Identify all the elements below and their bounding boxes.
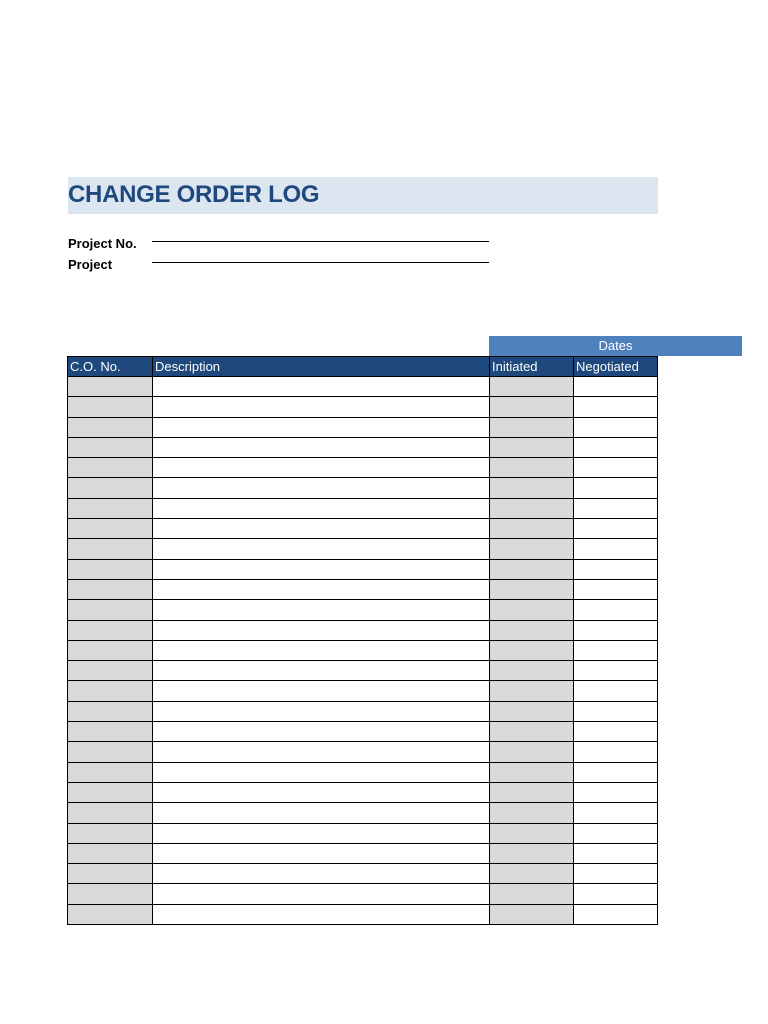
- negotiated-cell[interactable]: [574, 437, 658, 457]
- table-row: [68, 803, 658, 823]
- initiated-cell[interactable]: [490, 904, 574, 924]
- description-cell[interactable]: [153, 478, 490, 498]
- initiated-cell[interactable]: [490, 559, 574, 579]
- co-no-cell[interactable]: [68, 437, 153, 457]
- initiated-cell[interactable]: [490, 864, 574, 884]
- table-row: [68, 762, 658, 782]
- co-no-cell[interactable]: [68, 843, 153, 863]
- description-cell[interactable]: [153, 681, 490, 701]
- co-no-cell[interactable]: [68, 742, 153, 762]
- negotiated-cell[interactable]: [574, 620, 658, 640]
- initiated-cell[interactable]: [490, 640, 574, 660]
- description-cell[interactable]: [153, 803, 490, 823]
- column-header-initiated: Initiated: [490, 357, 574, 377]
- table-row: [68, 478, 658, 498]
- negotiated-cell[interactable]: [574, 762, 658, 782]
- table-row: [68, 823, 658, 843]
- initiated-cell[interactable]: [490, 762, 574, 782]
- co-no-cell[interactable]: [68, 864, 153, 884]
- table-row: [68, 519, 658, 539]
- description-cell[interactable]: [153, 600, 490, 620]
- table-row: [68, 661, 658, 681]
- co-no-cell[interactable]: [68, 539, 153, 559]
- table-row: [68, 782, 658, 802]
- co-no-cell[interactable]: [68, 701, 153, 721]
- description-cell[interactable]: [153, 519, 490, 539]
- description-cell[interactable]: [153, 701, 490, 721]
- description-cell[interactable]: [153, 782, 490, 802]
- table-row: [68, 377, 658, 397]
- negotiated-cell[interactable]: [574, 397, 658, 417]
- table-row: [68, 397, 658, 417]
- negotiated-cell[interactable]: [574, 864, 658, 884]
- table-row: [68, 681, 658, 701]
- co-no-cell[interactable]: [68, 904, 153, 924]
- table-row: [68, 600, 658, 620]
- co-no-cell[interactable]: [68, 417, 153, 437]
- negotiated-cell[interactable]: [574, 661, 658, 681]
- initiated-cell[interactable]: [490, 437, 574, 457]
- table-row: [68, 620, 658, 640]
- initiated-cell[interactable]: [490, 681, 574, 701]
- co-no-cell[interactable]: [68, 519, 153, 539]
- dates-group-header: Dates: [598, 338, 633, 353]
- co-no-cell[interactable]: [68, 478, 153, 498]
- description-cell[interactable]: [153, 539, 490, 559]
- initiated-cell[interactable]: [490, 478, 574, 498]
- co-no-cell[interactable]: [68, 579, 153, 599]
- co-no-cell[interactable]: [68, 782, 153, 802]
- description-cell[interactable]: [153, 397, 490, 417]
- co-no-cell[interactable]: [68, 762, 153, 782]
- negotiated-cell[interactable]: [574, 742, 658, 762]
- table-row: [68, 498, 658, 518]
- table-row: [68, 884, 658, 904]
- description-cell[interactable]: [153, 864, 490, 884]
- table-row: [68, 843, 658, 863]
- table-row: [68, 559, 658, 579]
- initiated-cell[interactable]: [490, 823, 574, 843]
- initiated-cell[interactable]: [490, 579, 574, 599]
- table-row: [68, 539, 658, 559]
- initiated-cell[interactable]: [490, 600, 574, 620]
- table-row: [68, 579, 658, 599]
- initiated-cell[interactable]: [490, 620, 574, 640]
- co-no-cell[interactable]: [68, 600, 153, 620]
- project-label: Project: [68, 257, 113, 272]
- co-no-cell[interactable]: [68, 884, 153, 904]
- negotiated-cell[interactable]: [574, 559, 658, 579]
- initiated-cell[interactable]: [490, 661, 574, 681]
- change-order-table: [67, 356, 658, 925]
- negotiated-cell[interactable]: [574, 884, 658, 904]
- table-row: [68, 640, 658, 660]
- initiated-cell[interactable]: [490, 701, 574, 721]
- negotiated-cell[interactable]: [574, 782, 658, 802]
- initiated-cell[interactable]: [490, 519, 574, 539]
- table-row: [68, 458, 658, 478]
- description-cell[interactable]: [153, 377, 490, 397]
- project-no-label: Project No.: [68, 236, 137, 251]
- co-no-cell[interactable]: [68, 661, 153, 681]
- initiated-cell[interactable]: [490, 843, 574, 863]
- negotiated-cell[interactable]: [574, 579, 658, 599]
- co-no-cell[interactable]: [68, 823, 153, 843]
- initiated-cell[interactable]: [490, 458, 574, 478]
- co-no-cell[interactable]: [68, 559, 153, 579]
- negotiated-cell[interactable]: [574, 843, 658, 863]
- negotiated-cell[interactable]: [574, 377, 658, 397]
- initiated-cell[interactable]: [490, 884, 574, 904]
- description-cell[interactable]: [153, 458, 490, 478]
- co-no-cell[interactable]: [68, 640, 153, 660]
- initiated-cell[interactable]: [490, 742, 574, 762]
- negotiated-cell[interactable]: [574, 823, 658, 843]
- table-row: [68, 742, 658, 762]
- co-no-cell[interactable]: [68, 498, 153, 518]
- table-row: [68, 904, 658, 924]
- negotiated-cell[interactable]: [574, 519, 658, 539]
- negotiated-cell[interactable]: [574, 458, 658, 478]
- description-cell[interactable]: [153, 620, 490, 640]
- co-no-cell[interactable]: [68, 397, 153, 417]
- initiated-cell[interactable]: [490, 397, 574, 417]
- negotiated-cell[interactable]: [574, 478, 658, 498]
- column-header-negotiated: Negotiated: [574, 357, 658, 377]
- description-cell[interactable]: [153, 762, 490, 782]
- table-body: [68, 377, 658, 925]
- initiated-cell[interactable]: [490, 498, 574, 518]
- initiated-cell[interactable]: [490, 803, 574, 823]
- initiated-cell[interactable]: [490, 417, 574, 437]
- negotiated-cell[interactable]: [574, 803, 658, 823]
- table-row: [68, 437, 658, 457]
- description-cell[interactable]: [153, 843, 490, 863]
- column-header-description: Description: [153, 357, 490, 377]
- column-header-co-no: C.O. No.: [68, 357, 153, 377]
- initiated-cell[interactable]: [490, 722, 574, 742]
- co-no-cell[interactable]: [68, 458, 153, 478]
- page-title: CHANGE ORDER LOG: [68, 181, 320, 208]
- description-cell[interactable]: [153, 823, 490, 843]
- negotiated-cell[interactable]: [574, 417, 658, 437]
- negotiated-cell[interactable]: [574, 701, 658, 721]
- initiated-cell[interactable]: [490, 539, 574, 559]
- description-cell[interactable]: [153, 417, 490, 437]
- description-cell[interactable]: [153, 640, 490, 660]
- description-cell[interactable]: [153, 884, 490, 904]
- table-row: [68, 722, 658, 742]
- description-cell[interactable]: [153, 904, 490, 924]
- table-header-row: [68, 357, 658, 377]
- description-cell[interactable]: [153, 579, 490, 599]
- initiated-cell[interactable]: [490, 377, 574, 397]
- negotiated-cell[interactable]: [574, 640, 658, 660]
- negotiated-cell[interactable]: [574, 539, 658, 559]
- project-field[interactable]: [152, 262, 489, 263]
- co-no-cell[interactable]: [68, 620, 153, 640]
- description-cell[interactable]: [153, 742, 490, 762]
- co-no-cell[interactable]: [68, 803, 153, 823]
- description-cell[interactable]: [153, 559, 490, 579]
- table-row: [68, 701, 658, 721]
- description-cell[interactable]: [153, 722, 490, 742]
- initiated-cell[interactable]: [490, 782, 574, 802]
- table-row: [68, 417, 658, 437]
- description-cell[interactable]: [153, 661, 490, 681]
- description-cell[interactable]: [153, 437, 490, 457]
- negotiated-cell[interactable]: [574, 681, 658, 701]
- co-no-cell[interactable]: [68, 681, 153, 701]
- negotiated-cell[interactable]: [574, 904, 658, 924]
- table-row: [68, 864, 658, 884]
- negotiated-cell[interactable]: [574, 722, 658, 742]
- project-no-field[interactable]: [152, 241, 489, 242]
- co-no-cell[interactable]: [68, 377, 153, 397]
- negotiated-cell[interactable]: [574, 498, 658, 518]
- negotiated-cell[interactable]: [574, 600, 658, 620]
- description-cell[interactable]: [153, 498, 490, 518]
- co-no-cell[interactable]: [68, 722, 153, 742]
